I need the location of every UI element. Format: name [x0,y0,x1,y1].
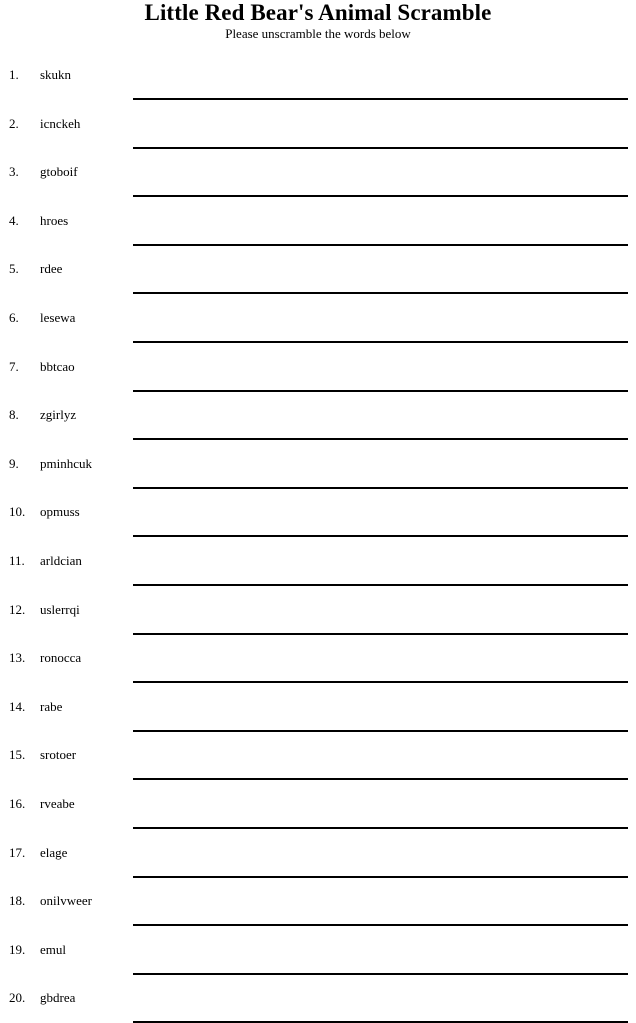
scrambled-word: rabe [40,698,63,714]
item-number: 18. [9,893,26,909]
list-item [0,877,636,926]
list-item [0,537,636,586]
list-item [0,294,636,343]
scrambled-word: zgirlyz [40,407,77,423]
item-number: 16. [9,795,26,811]
scrambled-word: opmuss [40,504,80,520]
list-item [0,683,636,732]
scrambled-word: gtoboif [40,164,78,180]
item-number: 13. [9,650,26,666]
list-item [0,586,636,635]
item-number: 8. [9,407,19,423]
item-number: 7. [9,358,19,374]
scramble-list [0,51,636,1023]
scrambled-word: icnckeh [40,115,81,131]
scrambled-word: bbtcao [40,358,75,374]
item-number: 4. [9,212,19,228]
item-number: 19. [9,941,26,957]
list-item [0,926,636,975]
list-item [0,829,636,878]
scrambled-word: gbdrea [40,990,76,1006]
list-item [0,245,636,294]
list-item [0,440,636,489]
item-number: 5. [9,261,19,277]
list-item [0,197,636,246]
list-item [0,974,636,1023]
scrambled-word: emul [40,941,66,957]
scrambled-word: onilvweer [40,893,92,909]
item-number: 11. [9,552,25,568]
item-number: 12. [9,601,26,617]
scrambled-word: rveabe [40,795,75,811]
page-subtitle: Please unscramble the words below [225,26,411,41]
item-number: 17. [9,844,26,860]
list-item [0,343,636,392]
scrambled-word: lesewa [40,309,76,325]
page-title: Little Red Bear's Animal Scramble [144,0,492,25]
scrambled-word: srotoer [40,747,77,763]
item-number: 9. [9,455,19,471]
scrambled-word: arldcian [40,552,82,568]
item-number: 1. [9,67,19,82]
list-item [0,51,636,100]
scrambled-word: pminhcuk [40,455,92,471]
list-item [0,488,636,537]
list-item [0,148,636,197]
list-item [0,100,636,149]
scrambled-word: hroes [40,212,69,228]
list-item [0,634,636,683]
scrambled-word: elage [40,844,68,860]
scrambled-word: uslerrqi [40,601,80,617]
item-number: 10. [9,504,26,520]
item-number: 14. [9,698,26,714]
scrambled-word: ronocca [40,650,82,666]
item-number: 6. [9,309,19,325]
list-item [0,391,636,440]
list-item [0,780,636,829]
item-number: 15. [9,747,26,763]
item-number: 2. [9,115,19,131]
scrambled-word: rdee [40,261,63,277]
list-item [0,731,636,780]
item-number: 3. [9,164,19,180]
item-number: 20. [9,990,26,1006]
scrambled-word: skukn [40,67,72,82]
